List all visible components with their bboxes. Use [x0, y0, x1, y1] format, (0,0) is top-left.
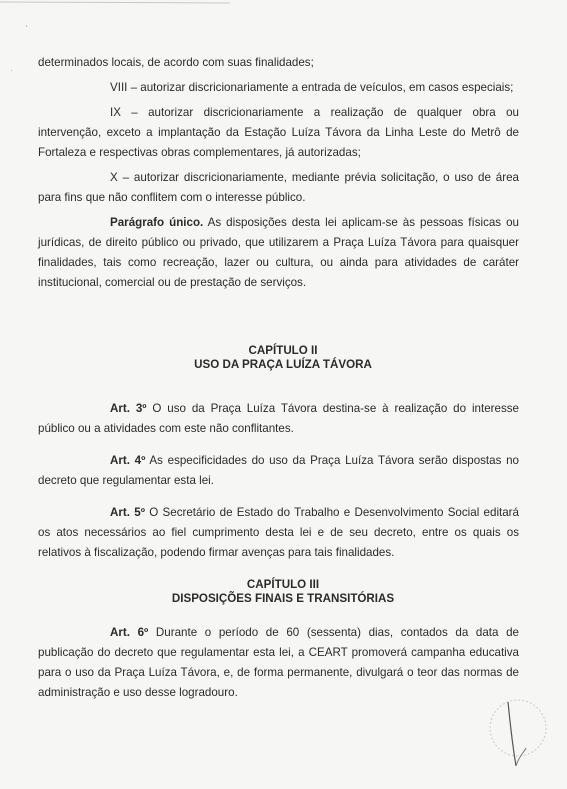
chapter-number: CAPÍTULO II — [248, 344, 318, 357]
scan-mark: · — [10, 66, 13, 75]
chapter-ii-heading — [38, 344, 528, 372]
chapter-number: CAPÍTULO III — [246, 578, 320, 591]
chapter-ii-body — [38, 399, 519, 563]
chapter-title: USO DA PRAÇA LUÍZA TÁVORA — [194, 358, 372, 371]
article-label: Art. 3º — [110, 402, 147, 415]
article-3: Art. 3º O uso da Praça Luíza Távora destina-se à realização do interesse público ou a atividades com este não conflitantes. — [38, 402, 519, 435]
top-section — [38, 53, 519, 293]
paragrafo-unico-label: Parágrafo único. — [110, 216, 204, 229]
chapter-iii-body — [38, 623, 519, 703]
article-4: Art. 4º As especificidades do uso da Praça Luíza Távora serão dispostas no decreto que regulamentar esta lei. — [38, 454, 519, 487]
item-ix: IX – autorizar discricionariamente a realização de qualquer obra ou intervenção, exceto a implantação da Estação Luíza Távora da Linha Leste do Metrô de Fortaleza e respectivas obras complementares, já autorizadas; — [38, 106, 519, 159]
continuation-line: determinados locais, de acordo com suas finalidades; — [38, 56, 314, 69]
article-label: Art. 4º — [110, 454, 146, 467]
article-6: Art. 6º Durante o período de 60 (sessenta) dias, contados da data de publicação do decreto que regulamentar esta lei, a CEART promoverá campanha educativa para o uso da Praça Luíza Távora, e, de forma permanente, divulgará o teor das normas de administração e uso desse logradouro. — [38, 626, 520, 699]
item-x: X – autorizar discricionariamente, mediante prévia solicitação, o uso de área para fins que não conflitem com o interesse público. — [38, 171, 519, 204]
article-label: Art. 5º — [110, 506, 145, 519]
chapter-title: DISPOSIÇÕES FINAIS E TRANSITÓRIAS — [171, 592, 395, 605]
article-label: Art. 6º — [110, 626, 149, 639]
scan-mark: ' — [26, 24, 28, 33]
scan-edge-line — [0, 0, 567, 6]
item-viii: VIII – autorizar discricionariamente a entrada de veículos, em casos especiais; — [110, 81, 514, 94]
paragrafo-unico: Parágrafo único. As disposições desta lei aplicam-se às pessoas físicas ou jurídicas, de direito público ou privado, que utilizarem a Praça Luíza Távora para quaisquer finalidades, tais como recreação, lazer ou cultura, ou ainda para atividades de caráter institucional, comercial ou de prestação de serviços. — [38, 216, 520, 289]
chapter-iii-heading — [38, 578, 528, 606]
article-5: Art. 5º O Secretário de Estado do Trabalho e Desenvolvimento Social editará os atos necessários ao fiel cumprimento desta lei e de seu decreto, entre os quais os relativos à fiscalização, podendo firmar avenças para tais finalidades. — [38, 506, 519, 559]
rubric-stamp-icon — [480, 692, 552, 772]
